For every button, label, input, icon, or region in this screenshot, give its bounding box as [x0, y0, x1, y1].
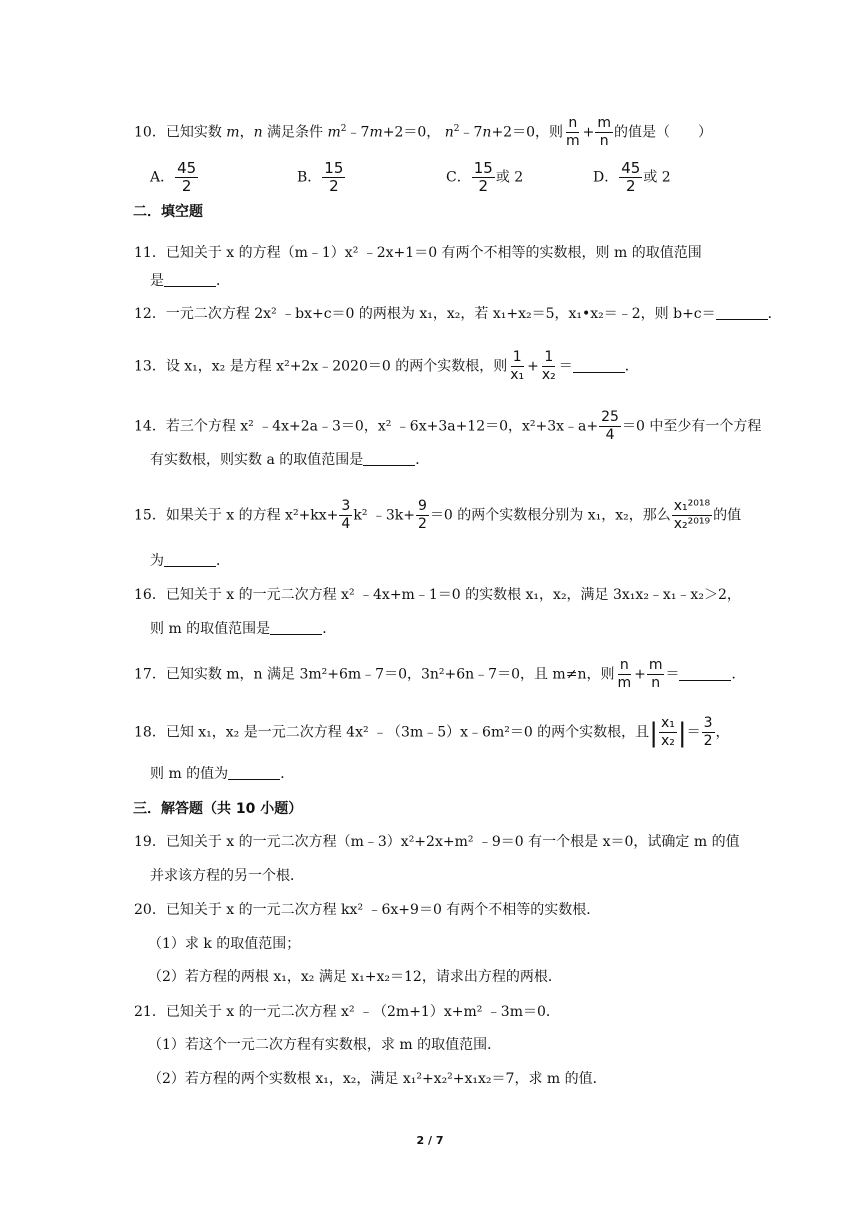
option-d: D． $\frac{45}{2}$ 或 2: [593, 159, 671, 195]
absolute-value: | $\frac{\text{x₁}}{\text{x₂}}$ |: [649, 715, 687, 749]
question-15-line2: 为 ．: [150, 553, 230, 569]
fraction-m-over-n: $\frac{m}{n}$: [597, 115, 611, 149]
question-13: 13．设 x₁，x₂ 是方程 x²+2x﹣2020＝0 的两个实数根，则 $\frac{1}{\text{x₁}}$ + $\frac{1}{\text{x₂}}$ ＝ ．: [134, 349, 639, 383]
fraction-n-over-m: $\frac{n}{m}$: [565, 115, 580, 149]
question-20-sub2: （2）若方程的两根 x₁，x₂ 满足 x₁+x₂＝12，请求出方程的两根．: [148, 969, 562, 985]
answer-blank: [164, 272, 216, 287]
answer-blank: [679, 666, 731, 681]
question-14-line1: 14．若三个方程 x² ﹣4x+2a﹣3＝0，x² ﹣6x+3a+12＝0，x²+3x﹣a+ $\frac{25}{4}$ ＝0 中至少有一个方程: [134, 409, 762, 443]
page-number: 2 / 7: [416, 1134, 444, 1147]
question-10: 10．已知实数 m，n 满足条件 $m^2﹣7m+2=0$， $n^2﹣7n+2=0$，则 $\frac{n}{m}$ + $\frac{m}{n}$ 的值是（ ）: [134, 115, 712, 149]
answer-blank: [363, 451, 415, 466]
question-number: 10．: [134, 124, 166, 141]
question-19-line1: 19．已知关于 x 的一元二次方程（m﹣3）x²+2x+m² ﹣9＝0 有一个根是 x＝0，试确定 m 的值: [134, 834, 740, 850]
answer-blank: [573, 358, 625, 373]
question-18-line2: 则 m 的值为 ．: [150, 766, 295, 782]
question-20-line1: 20．已知关于 x 的一元二次方程 kx² ﹣6x+9＝0 有两个不相等的实数根．: [134, 902, 601, 918]
question-18-line1: 18．已知 x₁，x₂ 是一元二次方程 4x² ﹣（3m﹣5）x﹣6m²＝0 的两个实数根，且 | $\frac{\text{x₁}}{\text{x₂}}$ | ＝ $\frac{3}{2}$ ，: [134, 715, 730, 749]
question-11-line1: 11．已知关于 x 的方程（m﹣1）x² ﹣2x+1＝0 有两个不相等的实数根，则 m 的取值范围: [134, 245, 702, 261]
question-20-sub1: （1）求 k 的取值范围；: [148, 936, 301, 952]
question-19-line2: 并求该方程的另一个根．: [150, 868, 304, 884]
question-17: 17．已知实数 m，n 满足 3m²+6m﹣7＝0，3n²+6n﹣7＝0，且 m≠n，则 $\frac{n}{m}$ + $\frac{m}{n}$ ＝ ．: [134, 657, 746, 691]
question-16-line2: 则 m 的取值范围是 ．: [150, 621, 337, 637]
answer-blank: [228, 765, 280, 780]
option-a: A． $\frac{45}{2}$: [150, 159, 197, 195]
question-12: 12．一元二次方程 2x² ﹣bx+c＝0 的两根为 x₁，x₂，若 x₁+x₂＝5，x₁•x₂＝﹣2，则 b+c＝ ．: [134, 306, 782, 322]
answer-blank: [716, 305, 768, 320]
question-21-line1: 21．已知关于 x 的一元二次方程 x² ﹣（2m+1）x+m² ﹣3m＝0．: [134, 1004, 560, 1020]
question-14-line2: 有实数根，则实数 a 的取值范围是 ．: [150, 452, 430, 468]
answer-blank: [270, 620, 322, 635]
question-15-line1: 15．如果关于 x 的方程 x²+kx+ $\frac{3}{4}$ k² ﹣3k+ $\frac{9}{2}$ ＝0 的两个实数根分别为 x₁，x₂，那么 $\frac{\text{x₁²⁰¹⁸}}{\text{x₂²⁰¹⁹}}$ 的值: [134, 498, 742, 532]
answer-blank: [164, 552, 216, 567]
section-heading-fill-in: 二．填空题: [133, 204, 203, 220]
option-c: C． $\frac{15}{2}$ 或 2: [446, 159, 524, 195]
section-heading-solutions: 三．解答题（共 10 小题）: [133, 801, 303, 817]
option-b: B． $\frac{15}{2}$: [297, 159, 344, 195]
question-11-line2: 是 ．: [150, 273, 230, 289]
question-21-sub1: （1）若这个一元二次方程有实数根，求 m 的取值范围．: [148, 1037, 502, 1053]
question-16-line1: 16．已知关于 x 的一元二次方程 x² ﹣4x+m﹣1＝0 的实数根 x₁，x₂，满足 3x₁x₂﹣x₁﹣x₂＞2，: [134, 587, 741, 603]
question-21-sub2: （2）若方程的两个实数根 x₁，x₂，满足 x₁²+x₂²+x₁x₂＝7，求 m 的值．: [148, 1071, 607, 1087]
